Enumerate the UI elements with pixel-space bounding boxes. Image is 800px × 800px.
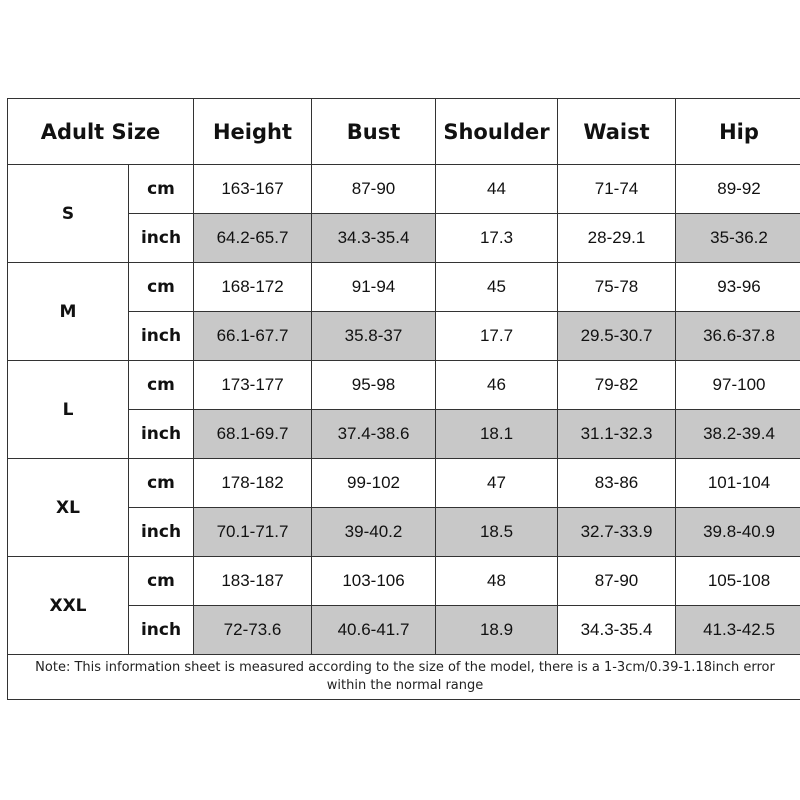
size-table xyxy=(7,98,800,700)
size-chart xyxy=(7,98,800,700)
cell-height: 173-177 xyxy=(194,361,312,410)
unit-label-cm: cm xyxy=(129,263,194,312)
cell-waist: 75-78 xyxy=(558,263,676,312)
cell-hip: 36.6-37.8 xyxy=(676,312,800,361)
cell-bust: 103-106 xyxy=(312,557,436,606)
cell-shoulder: 18.5 xyxy=(436,508,558,557)
cell-height: 168-172 xyxy=(194,263,312,312)
cell-bust: 87-90 xyxy=(312,165,436,214)
cell-waist: 71-74 xyxy=(558,165,676,214)
cell-height: 68.1-69.7 xyxy=(194,410,312,459)
cell-bust: 35.8-37 xyxy=(312,312,436,361)
size-l-cm-row xyxy=(8,361,800,410)
cell-shoulder: 48 xyxy=(436,557,558,606)
unit-label-cm: cm xyxy=(129,165,194,214)
cell-shoulder: 18.1 xyxy=(436,410,558,459)
cell-waist: 79-82 xyxy=(558,361,676,410)
cell-height: 66.1-67.7 xyxy=(194,312,312,361)
cell-height: 64.2-65.7 xyxy=(194,214,312,263)
size-m-cm-row xyxy=(8,263,800,312)
size-label-s: S xyxy=(8,165,129,263)
cell-hip: 41.3-42.5 xyxy=(676,606,800,655)
size-xxl-cm-row xyxy=(8,557,800,606)
cell-bust: 99-102 xyxy=(312,459,436,508)
note-row xyxy=(8,655,800,700)
cell-waist: 34.3-35.4 xyxy=(558,606,676,655)
cell-bust: 39-40.2 xyxy=(312,508,436,557)
cell-shoulder: 45 xyxy=(436,263,558,312)
cell-waist: 83-86 xyxy=(558,459,676,508)
unit-label-inch: inch xyxy=(129,312,194,361)
cell-hip: 93-96 xyxy=(676,263,800,312)
unit-label-inch: inch xyxy=(129,508,194,557)
header-row xyxy=(8,99,800,165)
cell-bust: 91-94 xyxy=(312,263,436,312)
header-hip: Hip xyxy=(676,99,800,165)
cell-hip: 38.2-39.4 xyxy=(676,410,800,459)
cell-waist: 29.5-30.7 xyxy=(558,312,676,361)
cell-hip: 35-36.2 xyxy=(676,214,800,263)
header-bust: Bust xyxy=(312,99,436,165)
measurement-note: Note: This information sheet is measured according to the size of the model, there is a 1-3cm/0.39-1.18inch error within the normal range xyxy=(8,655,800,700)
cell-waist: 31.1-32.3 xyxy=(558,410,676,459)
size-xl-cm-row xyxy=(8,459,800,508)
cell-bust: 37.4-38.6 xyxy=(312,410,436,459)
header-waist: Waist xyxy=(558,99,676,165)
cell-height: 70.1-71.7 xyxy=(194,508,312,557)
cell-waist: 87-90 xyxy=(558,557,676,606)
cell-shoulder: 17.3 xyxy=(436,214,558,263)
cell-height: 163-167 xyxy=(194,165,312,214)
cell-hip: 89-92 xyxy=(676,165,800,214)
size-label-m: M xyxy=(8,263,129,361)
header-height: Height xyxy=(194,99,312,165)
size-label-xxl: XXL xyxy=(8,557,129,655)
size-label-l: L xyxy=(8,361,129,459)
cell-shoulder: 18.9 xyxy=(436,606,558,655)
cell-hip: 105-108 xyxy=(676,557,800,606)
cell-shoulder: 47 xyxy=(436,459,558,508)
cell-height: 178-182 xyxy=(194,459,312,508)
unit-label-inch: inch xyxy=(129,410,194,459)
unit-label-cm: cm xyxy=(129,459,194,508)
size-s-cm-row xyxy=(8,165,800,214)
cell-height: 183-187 xyxy=(194,557,312,606)
header-adult-size: Adult Size xyxy=(8,99,194,165)
unit-label-inch: inch xyxy=(129,214,194,263)
cell-hip: 97-100 xyxy=(676,361,800,410)
cell-bust: 34.3-35.4 xyxy=(312,214,436,263)
unit-label-cm: cm xyxy=(129,557,194,606)
cell-waist: 32.7-33.9 xyxy=(558,508,676,557)
cell-shoulder: 17.7 xyxy=(436,312,558,361)
unit-label-cm: cm xyxy=(129,361,194,410)
cell-hip: 39.8-40.9 xyxy=(676,508,800,557)
cell-shoulder: 44 xyxy=(436,165,558,214)
cell-hip: 101-104 xyxy=(676,459,800,508)
cell-shoulder: 46 xyxy=(436,361,558,410)
cell-bust: 40.6-41.7 xyxy=(312,606,436,655)
header-shoulder: Shoulder xyxy=(436,99,558,165)
cell-bust: 95-98 xyxy=(312,361,436,410)
cell-waist: 28-29.1 xyxy=(558,214,676,263)
size-label-xl: XL xyxy=(8,459,129,557)
cell-height: 72-73.6 xyxy=(194,606,312,655)
unit-label-inch: inch xyxy=(129,606,194,655)
